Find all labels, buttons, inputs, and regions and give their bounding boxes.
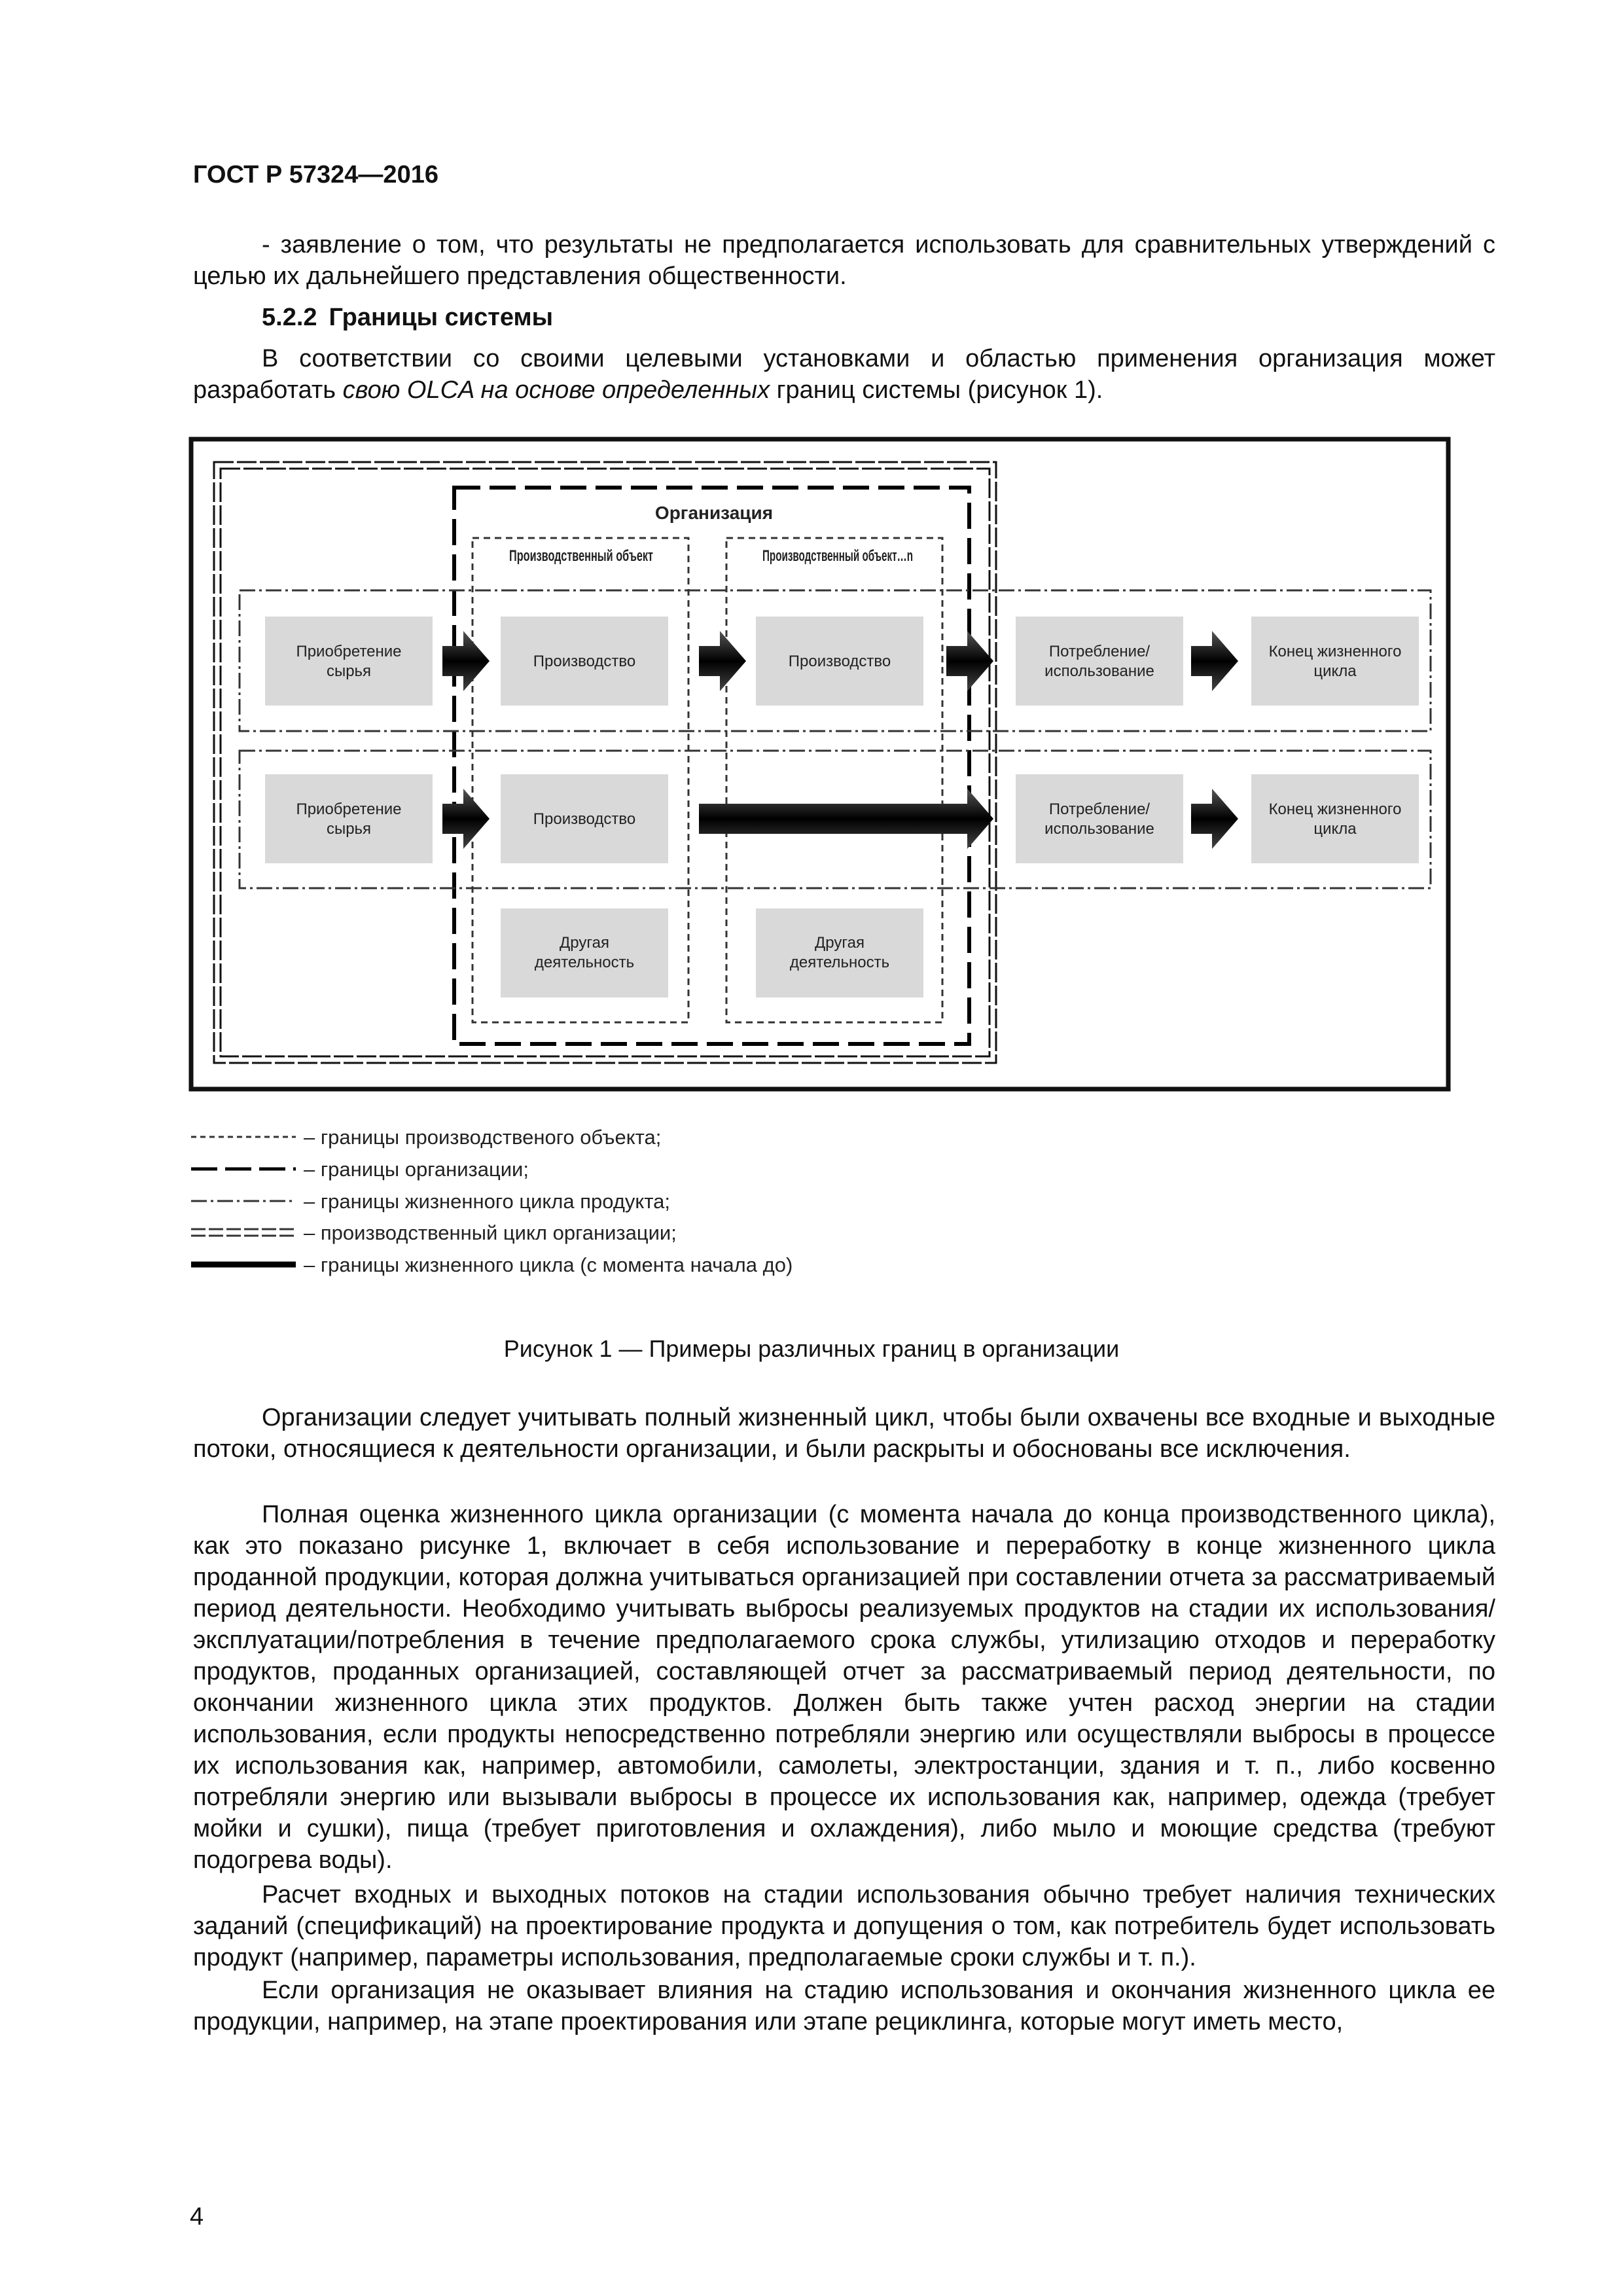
arrow-use-to-eol-1 xyxy=(1191,631,1238,691)
row1-prod1-label: Производство xyxy=(533,653,636,670)
section-number: 5.2.2 xyxy=(262,304,317,331)
other-activity-label-1: Другая деятельность xyxy=(534,934,635,971)
section-title: Границы системы xyxy=(329,304,554,331)
body-paragraph-3: Расчет входных и выходных потоков на стадии использования обычно требует наличия технических заданий (спецификаций) на проектирование продукта и допущения о том, как потребитель будет использовать продукт (например, параметры использования, предполагаемые сроки службы и т. п.). xyxy=(193,1881,1495,1971)
facility-2-title: Производственный объект…n xyxy=(762,547,913,565)
body-paragraph-1: Организации следует учитывать полный жизненный цикл, чтобы были охвачены все входные и выходные потоки, относящиеся к деятельности организации, и были раскрыты и обоснованы все исключения. xyxy=(193,1404,1495,1463)
arrow-use-to-eol-2 xyxy=(1191,789,1238,849)
body-paragraph-4: Если организация не оказывает влияния на стадию использования и окончания жизненного цикла ее продукции, например, на этапе проектирования или этапе рециклинга, которые могут иметь место, xyxy=(193,1977,1495,2036)
other-activity-label-2: Другая деятельность xyxy=(789,934,890,971)
intro-paragraph: - заявление о том, что результаты не предполагается использовать для сравнительных утверждений с целью их дальнейшего представления общественности. xyxy=(193,231,1495,290)
figure-caption: Рисунок 1 — Примеры различных границ в организации xyxy=(503,1335,1120,1362)
document-header: ГОСТ Р 57324—2016 xyxy=(193,161,438,188)
legend-text-product-lifecycle: – границы жизненного цикла продукта; xyxy=(304,1190,671,1213)
legend-text-organization: – границы организации; xyxy=(304,1158,529,1181)
row2-raw-box xyxy=(265,774,433,863)
row2-prod1-label: Производство xyxy=(533,810,636,828)
row1-use-label: Потребление/ использование xyxy=(1044,643,1154,680)
row2-eol-label: Конец жизненного цикла xyxy=(1268,800,1402,838)
arrow-prod-to-use-1 xyxy=(946,631,993,691)
legend-text-cradle-to: – границы жизненного цикла (с момента начала до) xyxy=(304,1253,793,1276)
boundaries-text-b: границ системы (рисунок 1). xyxy=(770,376,1103,404)
row1-raw-label: Приобретение сырья xyxy=(296,643,402,680)
row2-use-label: Потребление/ использование xyxy=(1044,800,1154,838)
arrow-prod-to-use-long xyxy=(699,789,993,849)
row1-raw-box xyxy=(265,617,433,706)
other-activity-box-2 xyxy=(756,908,923,997)
row1-use-box xyxy=(1016,617,1183,706)
page-number: 4 xyxy=(190,2203,204,2231)
facility-1-title: Производственный объект xyxy=(509,547,654,565)
row2-eol-box xyxy=(1251,774,1419,863)
legend-text-production-cycle: – производственный цикл организации; xyxy=(304,1221,677,1244)
row1-prod2-label: Производство xyxy=(788,653,891,670)
boundaries-text-a: В соответствии со своими целевыми установками и областью применения организация может разработать xyxy=(193,345,1495,404)
row1-eol-label: Конец жизненного цикла xyxy=(1268,643,1402,680)
organization-title: Организация xyxy=(654,503,774,523)
row2-raw-label: Приобретение сырья xyxy=(296,800,402,838)
legend-text-facility: – границы производственого объекта; xyxy=(304,1126,662,1149)
other-activity-box-1 xyxy=(501,908,668,997)
arrow-prod-to-prod xyxy=(699,631,746,691)
row1-eol-box xyxy=(1251,617,1419,706)
body-paragraph-2: Полная оценка жизненного цикла организации (с момента начала до конца производственного цикла), как это показано рисунке 1, включает в себя использование и переработку в конце жизненного цикла проданной продукции, которая должна учитываться организацией при составлении отчета за рассматриваемый период деятельности. Необходимо учитывать выбросы реализуемых продуктов на стадии их использования/эксплуатации/потребления в течение предполагаемого срока службы, утилизацию отходов и переработку продуктов, проданных организацией, составляющей отчет за рассматриваемый период деятельности, по окончании жизненного цикла этих продуктов. Должен быть также учтен расход энергии на стадии использования, если продукты непосредственно потребляли энергию или осуществляли выбросы в процессе их использования как, например, автомобили, самолеты, электростанции, здания и т. п., либо косвенно потребляли энергию или вызывали выбросы в процессе их использования как, например, одежда (требует мойки и сушки), пища (требует приготовления и охлаждения), либо мыло и моющие средства (требуют подогрева воды). xyxy=(193,1501,1495,1874)
arrow-raw-to-prod-2 xyxy=(442,789,490,849)
boundaries-text-italic: свою OLCA на основе определенных xyxy=(342,376,770,404)
arrow-raw-to-prod-1 xyxy=(442,631,490,691)
row2-use-box xyxy=(1016,774,1183,863)
